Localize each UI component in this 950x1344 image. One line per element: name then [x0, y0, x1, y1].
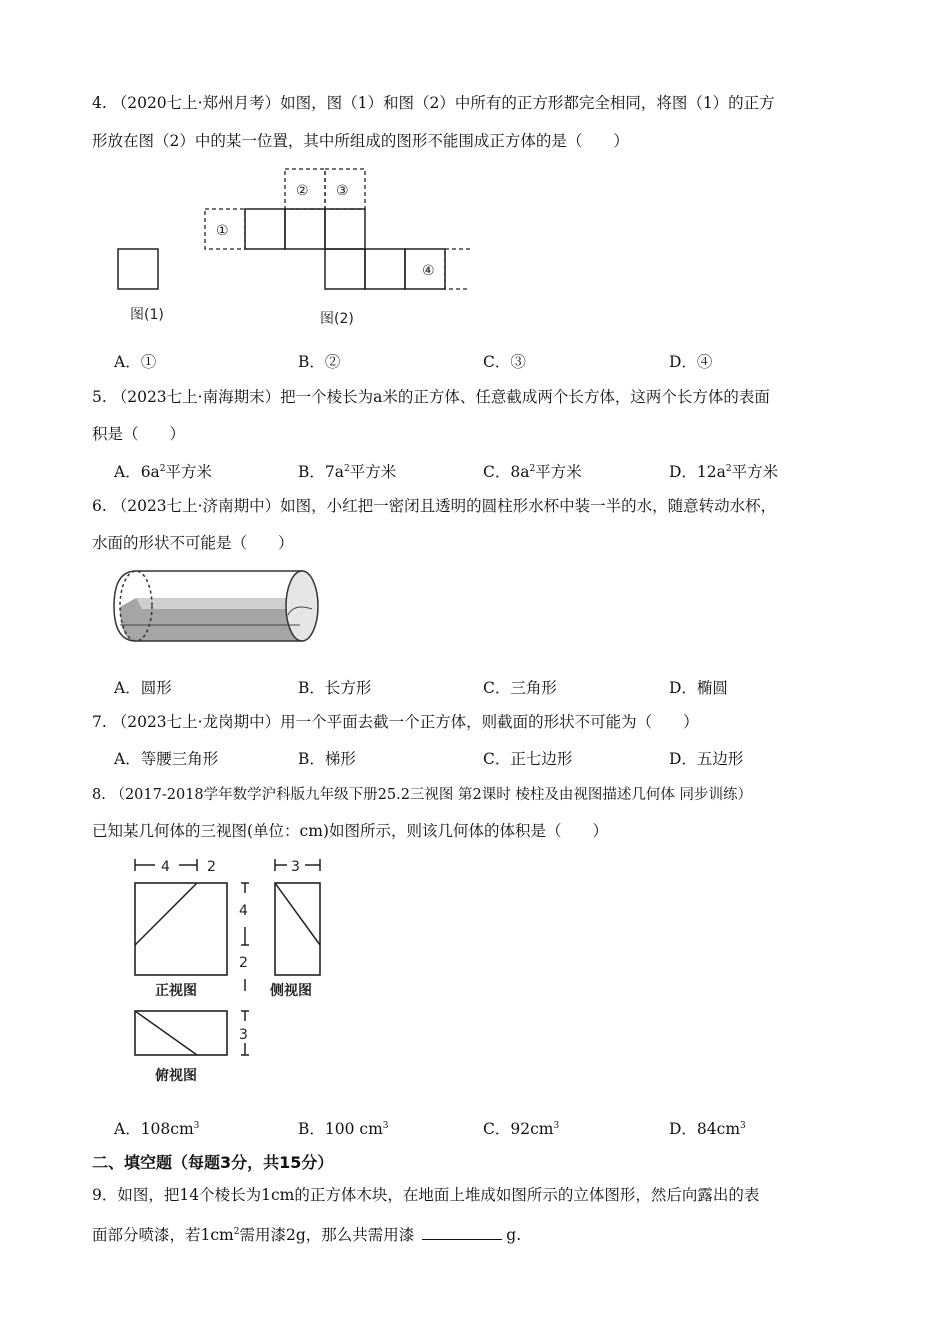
q5-stem-line1: 5. （2023七上·南海期末）把一个棱长为a米的正方体、任意截成两个长方体，这两个长方体的表面	[92, 388, 770, 406]
q8-top-caption: 俯视图	[155, 1068, 197, 1084]
q8-option-a[interactable]: A．$108cm^3$	[114, 1120, 200, 1139]
q8-top-view	[135, 1011, 227, 1055]
q7-option-b[interactable]: B．梯形	[298, 750, 356, 768]
q4-fig1-square	[118, 249, 158, 289]
q8-option-d[interactable]: D．$84cm^3$	[669, 1120, 746, 1139]
q4-option-b[interactable]: B．②	[298, 353, 341, 371]
q8-front-view	[135, 883, 227, 975]
q4-fig1-caption: 图(1)	[130, 307, 164, 323]
q6-option-b[interactable]: B．长方形	[298, 679, 372, 697]
q8-option-b[interactable]: B．100 $cm^3$	[298, 1120, 389, 1139]
q7-option-d[interactable]: D．五边形	[669, 750, 744, 768]
q8-dim-3-vertical: 3	[239, 1027, 248, 1043]
q5-stem-line2: 积是（ ）	[92, 425, 186, 443]
q4-option-a[interactable]: A．①	[114, 353, 157, 371]
q8-dim-2-vertical: 2	[239, 955, 248, 971]
q5-option-d[interactable]: D．$12a^2$平方米	[669, 463, 779, 482]
q6-option-a[interactable]: A．圆形	[114, 679, 172, 697]
q5-option-b[interactable]: B．$7a^2$平方米	[298, 463, 397, 482]
q9-stem-line1: 9．如图，把14个棱长为1cm的正方体木块，在地面上堆成如图所示的立体图形，然后向露出的表	[92, 1186, 760, 1204]
q5-option-c[interactable]: C．$8a^2$平方米	[483, 463, 582, 482]
q8-three-views-figure	[125, 853, 335, 1091]
q4-option-d[interactable]: D．④	[669, 353, 713, 371]
q4-fig2-caption: 图(2)	[320, 311, 354, 327]
q4-label-2: ②	[296, 183, 309, 199]
q5-option-a[interactable]: A．$6a^2$平方米	[114, 463, 213, 482]
q6-stem-line2: 水面的形状不可能是（ ）	[92, 534, 294, 552]
q8-side-view	[275, 883, 320, 975]
q9-stem-line2: 面部分喷漆，若$1cm^2$需用漆2g，那么共需用漆 g.	[92, 1226, 522, 1245]
q4-option-c[interactable]: C．③	[483, 353, 526, 371]
q8-side-caption: 侧视图	[270, 983, 312, 999]
q7-option-a[interactable]: A．等腰三角形	[114, 750, 219, 768]
q6-stem-line1: 6. （2023七上·济南期中）如图，小红把一密闭且透明的圆柱形水杯中装一半的水，随意转动水杯，	[92, 497, 777, 515]
q6-cylinder-figure	[112, 565, 332, 650]
q8-stem-line2: 已知某几何体的三视图(单位：cm)如图所示，则该几何体的体积是（ ）	[92, 822, 608, 840]
q4-label-4: ④	[422, 263, 435, 279]
q7-option-c[interactable]: C．正七边形	[483, 750, 573, 768]
q8-dim-2-top: 2	[207, 859, 216, 875]
q8-dim-3-side: 3	[291, 859, 300, 875]
q4-stem-line2: 形放在图（2）中的某一位置，其中所组成的图形不能围成正方体的是（ ）	[92, 132, 629, 150]
q4-label-1: ①	[216, 223, 229, 239]
q6-option-c[interactable]: C．三角形	[483, 679, 557, 697]
q4-label-3: ③	[336, 183, 349, 199]
q4-figure	[100, 165, 470, 335]
q9-answer-blank[interactable]	[422, 1225, 502, 1240]
q6-option-d[interactable]: D．椭圆	[669, 679, 728, 697]
q4-position-4	[445, 249, 470, 289]
q8-option-c[interactable]: C．$92cm^3$	[483, 1120, 560, 1139]
section-2-title: 二、填空题（每题3分，共15分）	[92, 1153, 334, 1172]
q8-dim-4-top: 4	[161, 859, 170, 875]
q8-dim-4-vertical: 4	[239, 903, 248, 919]
q8-front-caption: 正视图	[155, 983, 197, 999]
q8-stem-line1: 8. （2017-2018学年数学沪科版九年级下册25.2三视图 第2课时 棱柱及由视图描述几何体 同步训练）	[92, 787, 752, 803]
q4-stem-line1: 4. （2020七上·郑州月考）如图，图（1）和图（2）中所有的正方形都完全相同，将图（1）的正方	[92, 94, 775, 112]
q7-stem-line1: 7. （2023七上·龙岗期中）用一个平面去截一个正方体，则截面的形状不可能为（ ）	[92, 713, 699, 731]
